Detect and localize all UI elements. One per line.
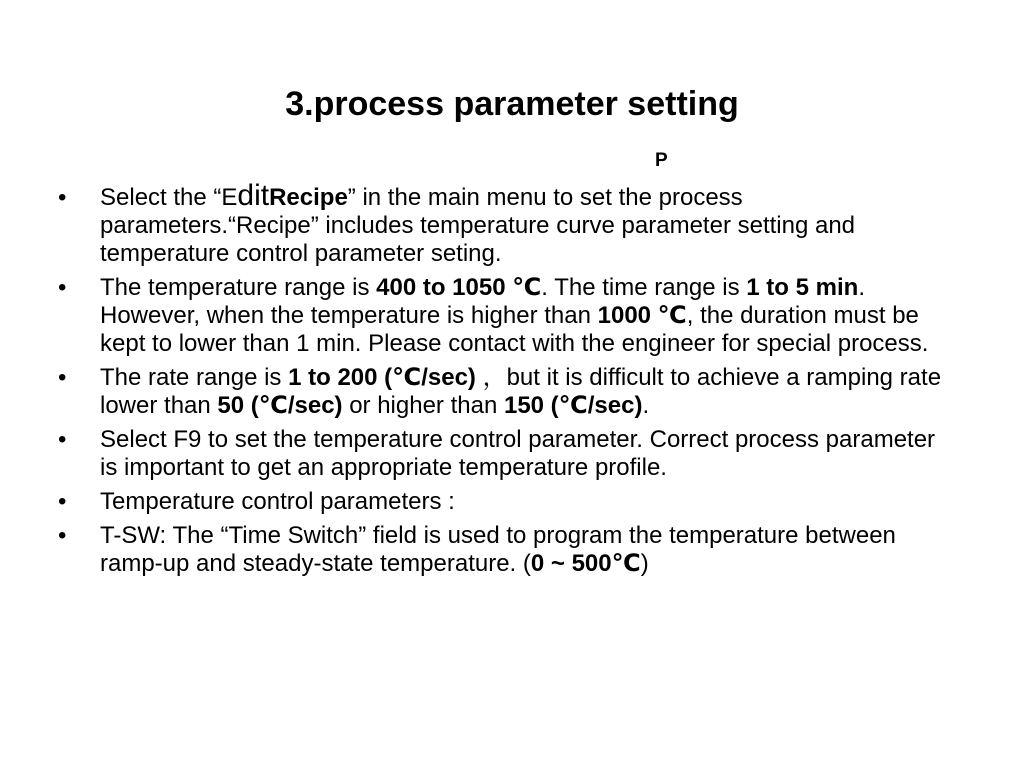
slide-title: 3.process parameter setting [285,85,739,123]
time-range-value: 1 to 5 min [746,274,859,301]
bullet-item-recipe [58,179,958,268]
bullet-text: , the duration must be kept to lower than 1 min. Please contact with the engineer for special process. [100,302,929,357]
bullet-text: ” in the main menu to set the process parameters.“Recipe” includes temperature curve parameter setting and temperature control parameter seting. [100,184,856,267]
recipe-emphasis: Recipe [269,184,348,211]
bullet-item-f9 [58,426,958,482]
bullet-text: ) [640,550,649,577]
bullet-item-control-parameters [58,488,958,516]
bullet-text: The rate range is [100,364,289,391]
bullet-item-temperature-range [58,274,958,358]
bullet-text: T-SW: The “Time Switch” field is used to program the temperature between ramp-up and steady-state temperature. ( [100,522,896,577]
bullet-icon: • [58,522,67,549]
tsw-range-value: 0 ~ 500℃ [530,550,641,577]
rate-high-value: 150 (℃/sec) [503,392,643,419]
temperature-threshold-value: 1000 ℃ [597,302,687,329]
bullet-text: . However, when the temperature is higher than [100,274,865,329]
bullet-icon: • [58,426,67,453]
bullet-icon: • [58,488,67,515]
bullet-icon: • [58,364,67,391]
rate-range-value: 1 to 200 (℃/sec) [288,364,476,391]
bullet-text: . The time range is [541,274,747,301]
edit-fragment: dit [237,179,270,212]
rate-low-value: 50 (℃/sec) [217,392,343,419]
bullet-icon: • [58,184,67,211]
bullet-text: Select the “E [100,184,238,211]
bullet-item-tsw [58,522,958,578]
bullet-text: Temperature control parameters : [100,488,455,515]
bullet-text: ，but it is difficult to achieve a ramping rate lower than [100,364,942,419]
bullet-text: The temperature range is [100,274,377,301]
bullet-text: . [642,392,650,419]
bullet-item-rate-range [58,364,958,420]
temperature-range-value: 400 to 1050 ℃ [376,274,542,301]
bullet-list [58,179,958,584]
bullet-text: Select F9 to set the temperature control parameter. Correct process parameter is important to get an appropriate temperature profile. [100,426,936,481]
bullet-text: or higher than [342,392,504,419]
stray-letter-mark: P [655,150,668,171]
bullet-icon: • [58,274,67,301]
